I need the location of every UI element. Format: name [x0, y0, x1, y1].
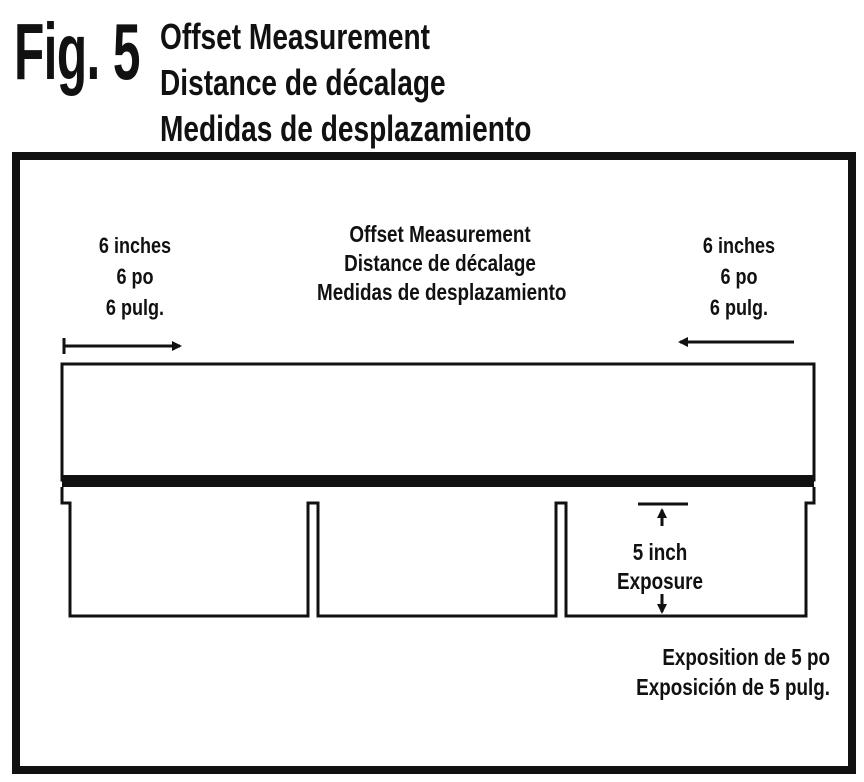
- left-offset-po: 6 po: [116, 264, 154, 289]
- center-title-spanish: Medidas de desplazamiento: [317, 279, 567, 305]
- right-offset-po: 6 po: [720, 264, 758, 289]
- exposition-spanish: Exposición de 5 pulg.: [636, 674, 830, 700]
- center-titles: [317, 220, 567, 307]
- header-title-english: Offset Measurement: [160, 16, 430, 57]
- exposure-label: [611, 538, 709, 596]
- right-offset-label: [678, 230, 801, 323]
- left-offset-inches: 6 inches: [98, 233, 172, 258]
- upper-shingle: [62, 364, 814, 480]
- center-title-english: Offset Measurement: [349, 221, 531, 247]
- figure-label: Fig. 5: [14, 7, 140, 96]
- left-offset-label: [74, 230, 197, 323]
- left-offset-arrow: [64, 338, 180, 354]
- exposure-line-2: Exposure: [617, 568, 703, 594]
- right-offset-pulg: 6 pulg.: [709, 295, 769, 320]
- course-line: [62, 475, 814, 487]
- center-title-french: Distance de décalage: [344, 250, 536, 276]
- header-title-spanish: Medidas de desplazamiento: [160, 108, 532, 149]
- header-title-french: Distance de décalage: [160, 62, 446, 103]
- exposition-french: Exposition de 5 po: [662, 644, 830, 670]
- left-offset-pulg: 6 pulg.: [105, 295, 165, 320]
- right-offset-inches: 6 inches: [702, 233, 776, 258]
- exposure-line-1: 5 inch: [632, 539, 688, 565]
- exposition-label: [609, 642, 830, 702]
